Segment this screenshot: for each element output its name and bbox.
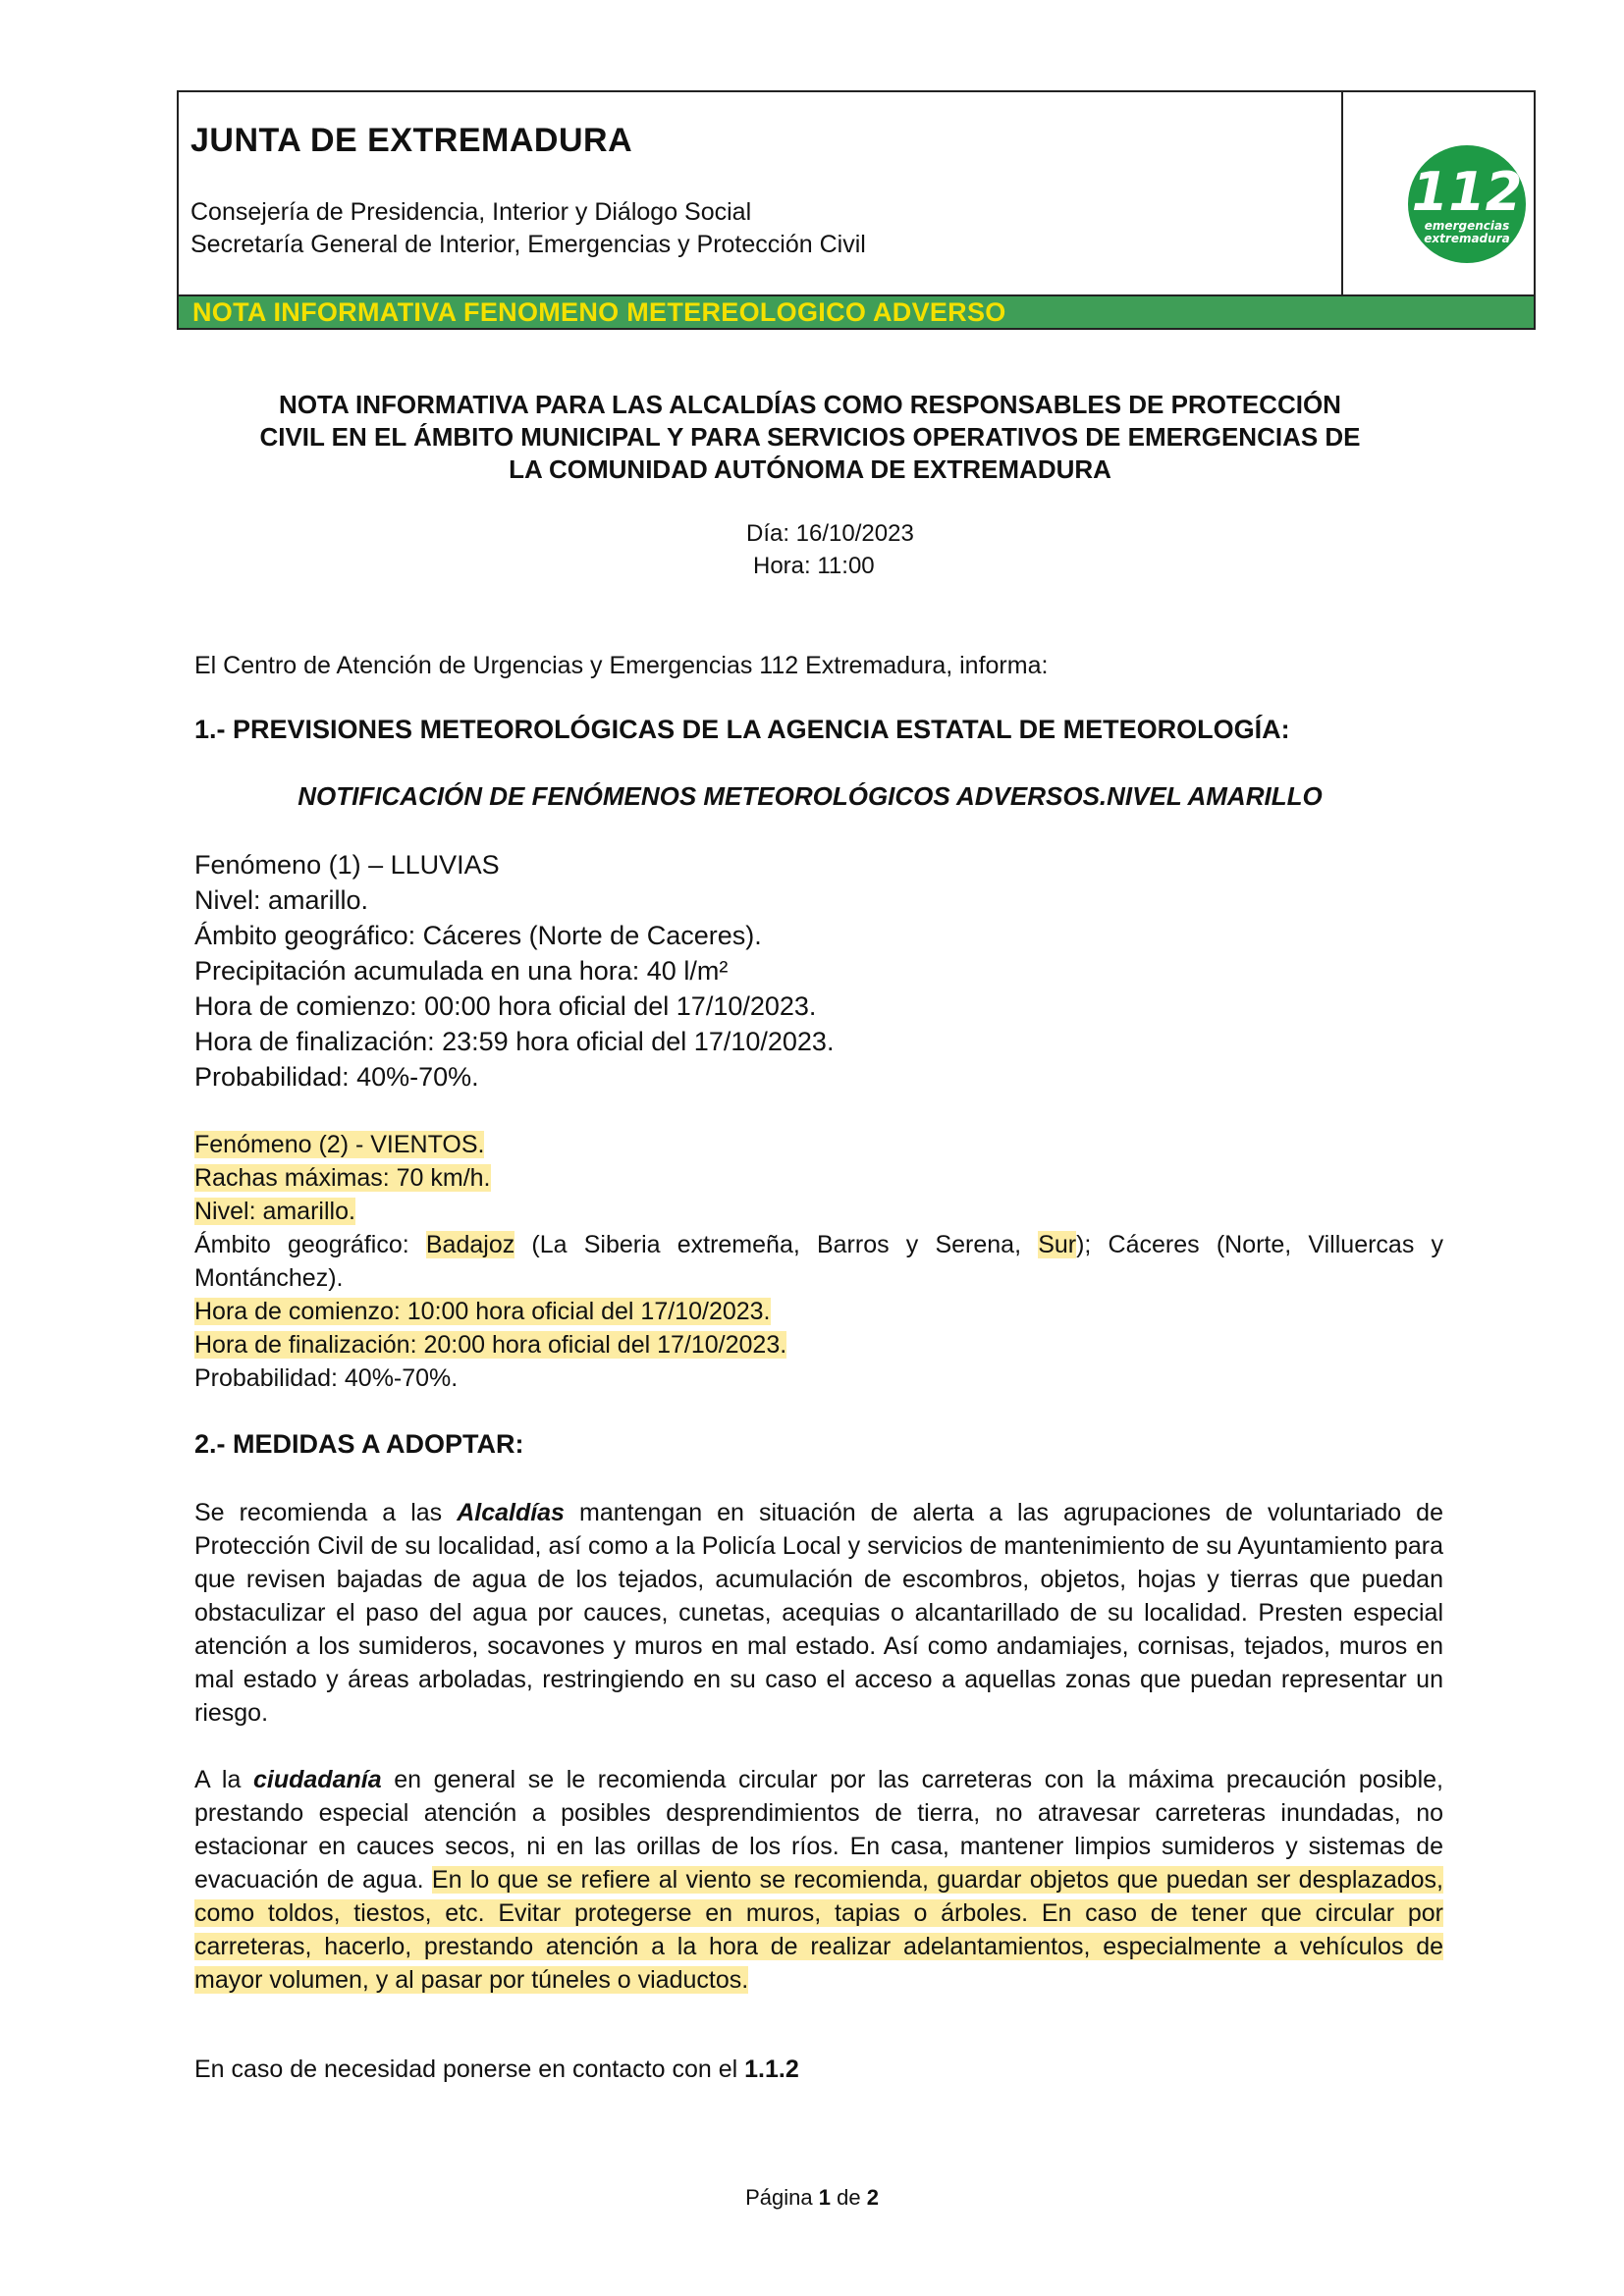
intro-text: El Centro de Atención de Urgencias y Emergencias 112 Extremadura, informa: — [194, 652, 1049, 679]
org-name: JUNTA DE EXTREMADURA — [190, 122, 633, 159]
phenomenon-2-start: Hora de comienzo: 10:00 hora oficial del 17/10/2023. — [194, 1298, 771, 1325]
phenomenon-1-precipitation: Precipitación acumulada en una hora: 40 l/m² — [194, 956, 729, 986]
main-title-line-3: LA COMUNIDAD AUTÓNOMA DE EXTREMADURA — [509, 454, 1111, 484]
date-day: Día: 16/10/2023 — [746, 520, 914, 547]
phenomenon-1-probability: Probabilidad: 40%-70%. — [194, 1062, 479, 1092]
header-logo-cell — [1343, 92, 1534, 294]
contact-number: 1.1.2 — [744, 2056, 799, 2083]
wind-recommendation: En lo que se refiere al viento se recomienda, guardar objetos que puedan ser desplazados, como toldos, tiestos, etc. Evitar protegerse en muros, tapias o árboles. En caso de tener que circular por carreteras, hacerlo, prestando atención a la hora de realizar adelantamientos, especialmente a vehículos de mayor volumen, y al pasar por túneles o viaductos. — [194, 1866, 1443, 1994]
phenomenon-2-level: Nivel: amarillo. — [194, 1198, 355, 1225]
phenomenon-2-area: Ámbito geográfico: Badajoz (La Siberia extremeña, Barros y Serena, Sur); Cáceres (Norte, Villuercas y — [194, 1231, 1444, 1258]
phenomenon-1-start: Hora de comienzo: 00:00 hora oficial del 17/10/2023. — [194, 991, 817, 1021]
alcaldias-recommendation: Se recomienda a las Alcaldías mantengan en situación de alerta a las agrupaciones de voluntariado de Protección Civil de su localidad, así como a la Policía Local y servicios de mantenimiento de su Ayuntamiento para que revisen bajadas de agua de los tejados, acumulación de escombros, objetos, hojas y tierras que puedan obstaculizar el paso del agua por cauces, cunetas, acequias o alcantarillado de su localidad. Presten especial atención a los sumideros, socavones y muros en mal estado. Así como andamiajes, cornisas, tejados, muros en mal estado y áreas arboladas, restringiendo en su caso el acceso a aquellas zonas que puedan representar un riesgo. — [194, 1499, 1443, 1727]
phenomenon-2-gusts: Rachas máximas: 70 km/h. — [194, 1164, 491, 1192]
department-line-1: Consejería de Presidencia, Interior y Diálogo Social — [190, 198, 752, 226]
phenomenon-1-name: Fenómeno (1) – LLUVIAS — [194, 850, 500, 880]
main-title — [177, 389, 1443, 486]
page-footer: Página 1 de 2 — [745, 2185, 879, 2210]
alcaldias-label: Alcaldías — [457, 1499, 565, 1526]
header-band-text: NOTA INFORMATIVA FENOMENO METEREOLOGICO ADVERSO — [192, 297, 1006, 327]
department-line-2: Secretaría General de Interior, Emergencias y Protección Civil — [190, 231, 866, 258]
main-title-line-2: CIVIL EN EL ÁMBITO MUNICIPAL Y PARA SERVICIOS OPERATIVOS DE EMERGENCIAS DE — [259, 422, 1361, 452]
phenomenon-1-level: Nivel: amarillo. — [194, 885, 369, 915]
header-band — [179, 294, 1534, 328]
emergencias-112-logo — [1406, 143, 1528, 265]
phenomenon-1-end: Hora de finalización: 23:59 hora oficial del 17/10/2023. — [194, 1027, 835, 1056]
document-header — [177, 90, 1536, 330]
logo-line-1: emergencias — [1424, 219, 1510, 233]
section-1-subheading: NOTIFICACIÓN DE FENÓMENOS METEOROLÓGICOS ADVERSOS.NIVEL AMARILLO — [298, 781, 1323, 811]
logo-line-2: extremadura — [1424, 232, 1510, 245]
phenomenon-2-area-continued: Montánchez). — [194, 1264, 344, 1292]
section-1-heading: 1.- PREVISIONES METEOROLÓGICAS DE LA AGENCIA ESTATAL DE METEOROLOGÍA: — [194, 715, 1290, 744]
ciudadania-label: ciudadanía — [253, 1766, 382, 1793]
phenomenon-2-end: Hora de finalización: 20:00 hora oficial del 17/10/2023. — [194, 1331, 787, 1359]
contact-line: En caso de necesidad ponerse en contacto con el 1.1.2 — [194, 2056, 799, 2083]
phenomenon-2-name: Fenómeno (2) - VIENTOS. — [194, 1131, 485, 1158]
main-title-line-1: NOTA INFORMATIVA PARA LAS ALCALDÍAS COMO RESPONSABLES DE PROTECCIÓN — [279, 390, 1341, 419]
logo-number: 112 — [1411, 161, 1523, 223]
date-hour: Hora: 11:00 — [753, 553, 875, 579]
phenomenon-2-probability: Probabilidad: 40%-70%. — [194, 1364, 459, 1392]
ciudadania-recommendation: A la ciudadanía en general se le recomienda circular por las carreteras con la máxima precaución posible, prestando especial atención a posibles desprendimientos de tierra, no atravesar carreteras inundadas, no estacionar en cauces secos, ni en las orillas de los ríos. En casa, mantener limpios sumideros y sistemas de evacuación de agua. En lo que se refiere al viento se recomienda, guardar objetos que puedan ser desplazados, como toldos, tiestos, etc. Evitar protegerse en muros, tapias o árboles. En caso de tener que circular por carreteras, hacerlo, prestando atención a la hora de realizar adelantamientos, especialmente a vehículos de mayor volumen, y al pasar por túneles o viaductos. — [194, 1766, 1443, 1994]
section-2-heading: 2.- MEDIDAS A ADOPTAR: — [194, 1429, 524, 1459]
phenomenon-1-area: Ámbito geográfico: Cáceres (Norte de Caceres). — [194, 921, 762, 950]
header-text-cell — [179, 92, 1343, 294]
